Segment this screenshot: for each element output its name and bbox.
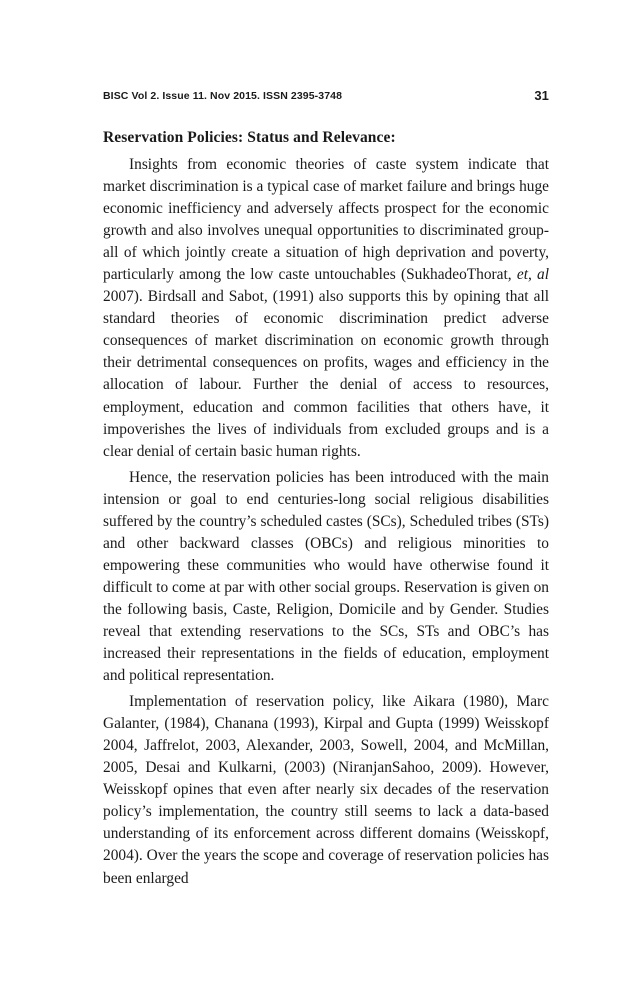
paragraph-1-text-b: 2007). Birdsall and Sabot, (1991) also supports this by opining that all standard theories of economic discrimination predict adverse consequences of market discrimination on economic growth through their detrimental consequences on profits, wages and efficiency in the allocation of labour. Further the denial of access to resources, employment, education and common facilities that others have, it impoverishes the lives of individuals from excluded groups and is a clear denial of certain basic human rights. (103, 288, 549, 460)
running-header (103, 88, 549, 106)
page-number: 31 (534, 88, 549, 103)
paragraph-3: Implementation of reservation policy, like Aikara (1980), Marc Galanter, (1984), Chanana (1993), Kirpal and Gupta (1999) Weisskopf 2004, Jaffrelot, 2003, Alexander, 2003, Sowell, 2004, and McMillan, 2005, Desai and Kulkarni, (2003) (NiranjanSahoo, 2009). However, Weisskopf opines that even after nearly six decades of the reservation policy’s implementation, the country still seems to lack a data-based understanding of its enforcement across different domains (Weisskopf, 2004). Over the years the scope and coverage of reservation policies has been enlarged (103, 693, 549, 887)
paragraph-2: Hence, the reservation policies has been introduced with the main intension or goal to end centuries-long social religious disabilities suffered by the country’s scheduled castes (SCs), Scheduled tribes (STs) and other backward classes (OBCs) and religious minorities to empowering these communities who would have otherwise found it difficult to come at par with other social groups. Reservation is given on the following basis, Caste, Religion, Domicile and by Gender. Studies reveal that extending reservations to the SCs, STs and OBC’s has increased their representations in the fields of education, employment and political representation. (103, 468, 549, 685)
paragraph-1-italic: et, al (516, 266, 549, 284)
paragraph-1-text-a: Insights from economic theories of caste system indicate that market discrimination is a typical case of market failure and brings huge economic inefficiency and adversely affects prospect for the economic growth and also involves unequal opportunities to discriminated group-all of which jointly create a situation of high deprivation and poverty, particularly among the low caste untouchables (SukhadeoThorat, (103, 156, 549, 284)
journal-citation: BISC Vol 2. Issue 11. Nov 2015. ISSN 2395-3748 (103, 90, 343, 102)
paragraph-1 (103, 154, 549, 463)
section-heading: Reservation Policies: Status and Relevance: (103, 129, 396, 146)
body-text (103, 154, 549, 890)
